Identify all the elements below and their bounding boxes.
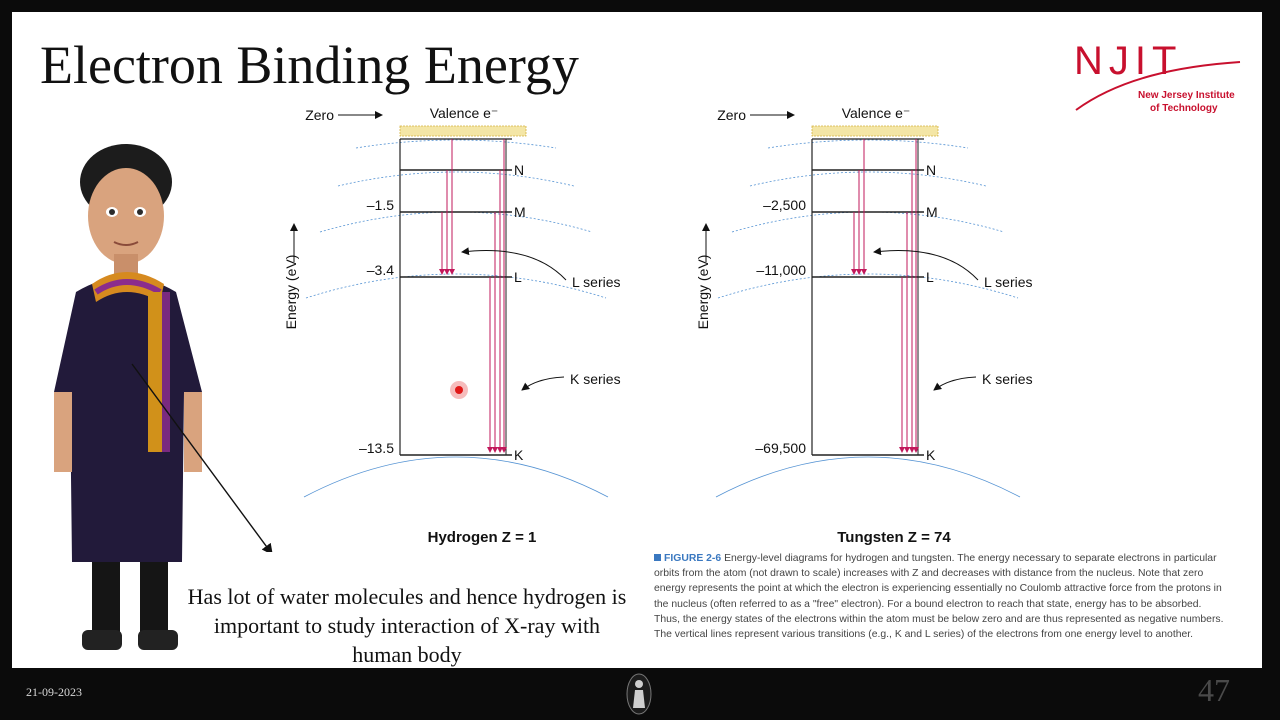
diagram-2-energy-label-M: –2,500 (763, 197, 806, 213)
diagram-2-orbit-arc (716, 457, 1020, 497)
diagram-2-zero-label: Zero (717, 107, 746, 123)
slide-date: 21-09-2023 (26, 685, 82, 699)
energy-level-diagrams (12, 12, 1262, 552)
diagram-2-valence-band (812, 126, 938, 136)
diagram-1-shell-label-L: L (514, 269, 522, 285)
diagram-2-valence-label: Valence e⁻ (841, 105, 911, 121)
diagram-2-orbit-arc (732, 212, 1004, 232)
diagram-1-k-series-leader (522, 377, 564, 390)
diagram-2-axis-label: Energy (eV) (695, 254, 711, 330)
diagram-2-shell-label-L: L (926, 269, 934, 285)
diagram-1-shell-label-M: M (514, 204, 526, 220)
diagram-2-energy-label-L: –11,000 (756, 262, 806, 278)
diagram-1-orbit-arc (338, 172, 574, 186)
diagram-1-title: Hydrogen Z = 1 (427, 529, 537, 546)
diagram-1-shell-label-K: K (514, 447, 524, 463)
slide (12, 12, 1262, 668)
diagram-2-k-series-label: K series (982, 371, 1033, 387)
page-number: 47 (1198, 672, 1230, 708)
annotation-pointer-line (132, 364, 272, 552)
diagram-1-l-series-label: L series (572, 274, 621, 290)
diagram-2-k-series-leader (934, 377, 976, 390)
diagram-2-shell-label-K: K (926, 447, 936, 463)
diagram-1-k-series-label: K series (570, 371, 621, 387)
logo-subtitle-2: of Technology (1150, 103, 1218, 114)
diagram-2-l-series-label: L series (984, 274, 1033, 290)
logo-subtitle-1: New Jersey Institute (1138, 90, 1235, 101)
diagram-2-energy-label-K: –69,500 (755, 440, 806, 456)
figure-caption (654, 551, 1224, 642)
diagram-1-zero-label: Zero (305, 107, 334, 123)
diagram-1-shell-label-N: N (514, 162, 525, 178)
diagram-1-orbit-arc (356, 140, 556, 148)
diagram-1-orbit-arc (304, 457, 608, 497)
diagram-2-shell-label-N: N (926, 162, 937, 178)
diagram-1-valence-label: Valence e⁻ (429, 105, 499, 121)
caption-label: FIGURE 2-6 (664, 553, 722, 564)
caption-square-icon (654, 554, 661, 561)
logo-text: NJIT (1074, 39, 1183, 83)
diagram-1-energy-label-L: –3.4 (366, 262, 394, 278)
emblem-icon (624, 672, 654, 716)
diagram-1-valence-band (400, 126, 526, 136)
note-text: Has lot of water molecules and hence hydrogen is important to study interaction of X-ray with human body (187, 584, 627, 667)
laser-pointer-dot (455, 386, 463, 394)
slide-title: Electron Binding Energy (40, 35, 579, 95)
diagram-2-title: Tungsten Z = 74 (837, 529, 951, 546)
diagram-1-axis-label: Energy (eV) (283, 254, 299, 330)
diagram-1-energy-label-K: –13.5 (358, 440, 394, 456)
diagram-2-shell-label-M: M (926, 204, 938, 220)
diagram-1-energy-label-M: –1.5 (366, 197, 394, 213)
diagram-1-orbit-arc (320, 212, 592, 232)
diagram-2-orbit-arc (768, 140, 968, 148)
caption-text: Energy-level diagrams for hydrogen and tungsten. The energy necessary to separate electrons in particular orbits from the atom (not drawn to scale) increases with Z and decreases with distance from the nucleus. Note that zero energy represents the point at which the electron is experiencing essentially no Coulomb attractive force from the protons in the nucleus (often referred to as a "free" electron). For a bound electron to reach that state, energy has to be absorbed. Thus, the energy states of the electrons within the atom must be below zero and are thus represented as negative numbers. The vertical lines represent various transitions (e.g., K and L series) of the electrons from one energy level to another. (654, 553, 1224, 641)
diagram-2-orbit-arc (750, 172, 986, 186)
